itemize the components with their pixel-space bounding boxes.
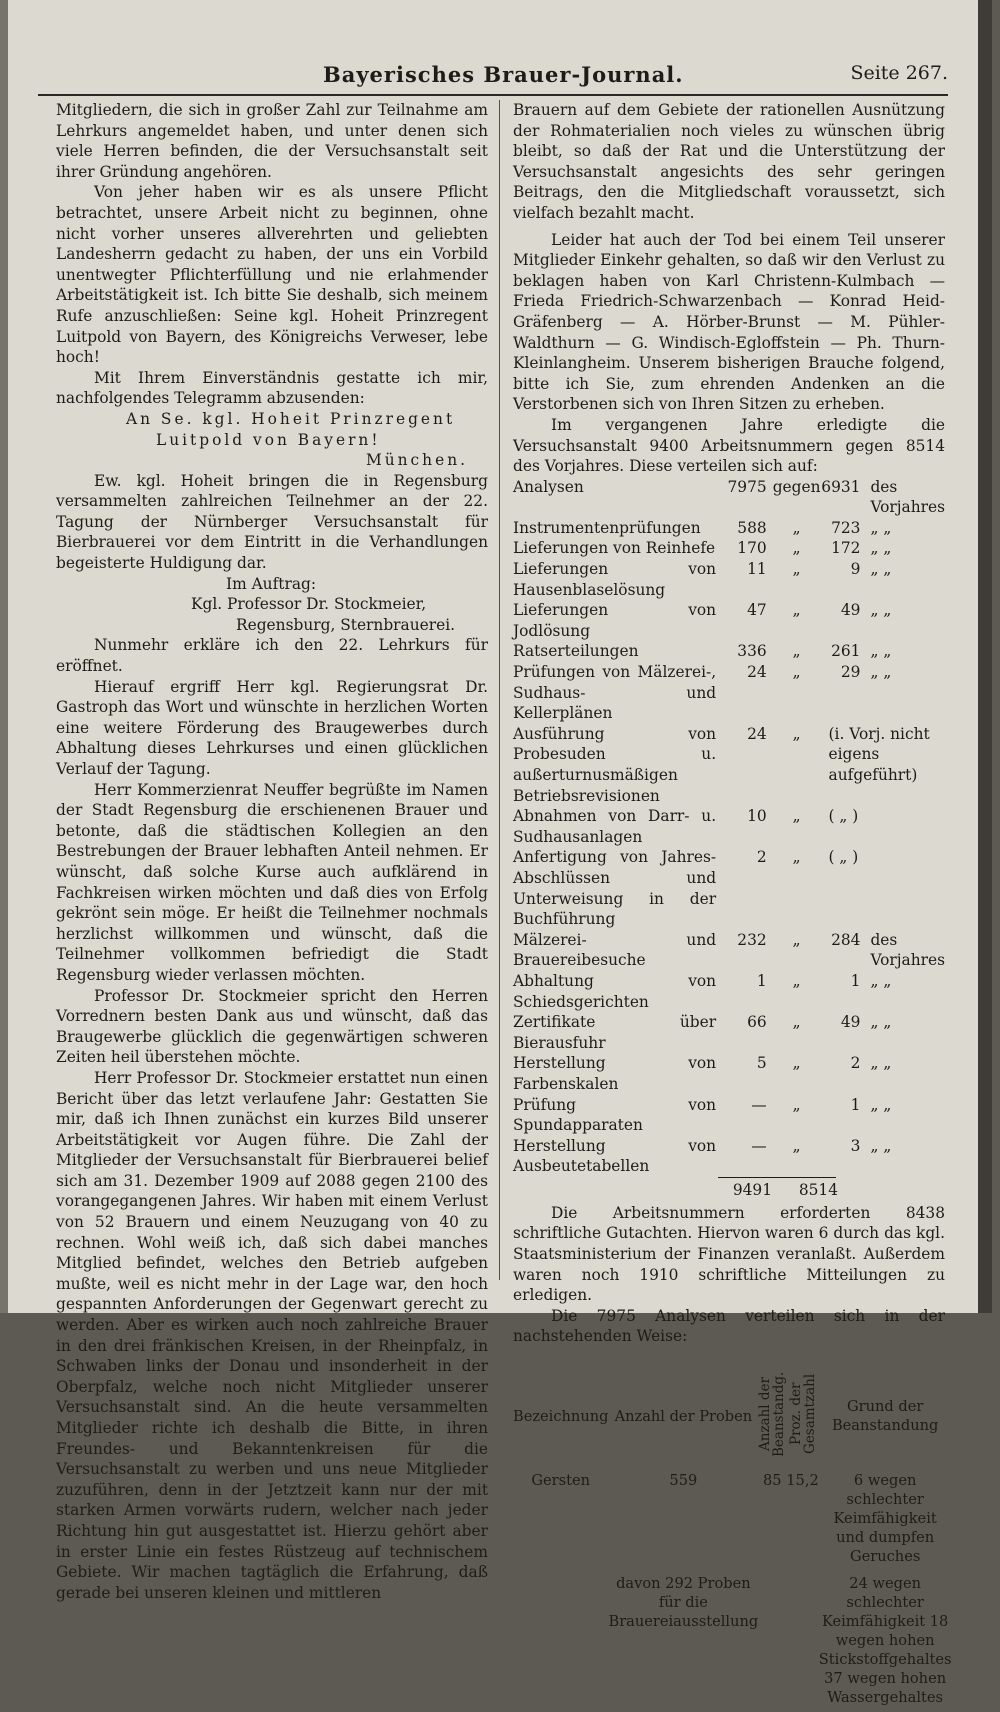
total-previous: 8514	[798, 1180, 838, 1199]
telegram-sign-place: Regensburg, Sternbrauerei.	[236, 615, 456, 634]
stats-previous-value: 9	[850, 560, 861, 579]
stats-label: Abnahmen von Darr- u. Sudhausanlagen	[513, 807, 717, 846]
stats-suffix: „ „	[870, 518, 892, 537]
page-header	[38, 60, 948, 94]
table-row	[513, 1471, 952, 1566]
stats-connector: „	[792, 1136, 801, 1155]
stats-current-value: 7975	[727, 477, 767, 496]
stats-suffix: „ „	[870, 971, 892, 990]
stats-connector: „	[792, 539, 801, 558]
stats-current-value: 170	[737, 539, 767, 558]
cell-name	[513, 1566, 608, 1707]
stats-label: Herstellung von Farbenskalen	[513, 1054, 717, 1093]
total-current: 9491	[732, 1180, 772, 1199]
stats-previous-value: 261	[831, 642, 861, 661]
stats-label: Ratserteilungen	[513, 642, 639, 661]
stats-previous-value: 3	[850, 1136, 861, 1155]
cell-count: davon 292 Proben für die Brauereiausstellung	[608, 1575, 759, 1631]
stats-suffix: „ „	[870, 601, 892, 620]
cell-reason: 6 wegen schlechter Keimfähigkeit und dumpfen Geruches	[833, 1472, 937, 1566]
stats-previous-value: 6931	[821, 477, 861, 496]
stats-row	[513, 477, 945, 518]
stats-row	[513, 1095, 945, 1136]
left-column	[56, 100, 488, 1603]
stats-label: Instrumentenprüfungen	[513, 518, 701, 537]
stats-note: (i. Vorj. nicht eigens aufgeführt)	[828, 724, 930, 784]
header-beanstandung-cell	[758, 1361, 786, 1471]
cell-reason: 24 wegen schlechter Keimfähigkeit 18 wegen hohen Stickstoffgehaltes 37 wegen hohen Wassergehaltes	[818, 1575, 952, 1707]
stats-suffix: „ „	[870, 1095, 892, 1114]
stats-label: Mälzerei- und Brauereibesuche	[513, 930, 717, 970]
stats-suffix: „ „	[870, 642, 892, 661]
stats-connector: „	[792, 807, 801, 826]
stats-label: Abhaltung von Schiedsgerichten	[513, 971, 717, 1011]
paragraph: Professor Dr. Stockmeier spricht den Herren Vorrednern besten Dank aus und wünscht, daß das Braugewerbe glücklich die gegenwärtigen schweren Zeiten heil überstehen möchte.	[56, 986, 488, 1067]
stats-connector: „	[792, 601, 801, 620]
header-beanstandung: Anzahl der Beanstandg.	[757, 1370, 788, 1457]
stats-current-value: 24	[747, 724, 767, 743]
stats-label: Ausführung von Probesuden u. außerturnusmäßigen Betriebsrevisionen	[513, 724, 717, 805]
header-grund: Grund der Beanstandung	[831, 1398, 939, 1435]
stats-connector: gegen	[772, 477, 821, 496]
stats-previous-value: 1	[850, 971, 861, 990]
stats-current-value: 1	[756, 971, 767, 990]
stats-connector: „	[792, 1013, 801, 1032]
stats-note: ( „ )	[828, 807, 859, 826]
stats-connector: „	[792, 971, 801, 990]
stats-current-value: 336	[737, 642, 767, 661]
analysis-table	[513, 1361, 952, 1707]
stats-label: Prüfung von Spundapparaten	[513, 1095, 717, 1135]
work-numbers-table	[513, 477, 945, 1177]
stats-previous-value: 29	[840, 663, 861, 682]
stats-current-value: 66	[747, 1013, 767, 1032]
stats-connector: „	[792, 1054, 801, 1073]
stats-row	[513, 662, 945, 724]
stats-suffix: „ „	[870, 1054, 892, 1073]
header-bezeichnung: Bezeichnung	[513, 1407, 609, 1425]
paragraph: Hierauf ergriff Herr kgl. Regierungsrat Dr. Gastroph das Wort und wünschte in herzlichen Worten eine weitere Förderung des Braugewerbes durch Abhaltung dieses Lehrkurses und einen glücklichen Verlauf der Tagung.	[56, 677, 488, 778]
stats-connector: „	[792, 518, 801, 537]
stats-connector: „	[792, 560, 801, 579]
stats-row	[513, 600, 945, 641]
telegram-address-line2: Luitpold von Bayern!	[156, 430, 381, 449]
page-spine-shadow	[978, 0, 992, 1313]
telegram-address-line1: An Se. kgl. Hoheit Prinzregent	[126, 409, 456, 428]
stats-current-value: 232	[737, 930, 767, 949]
column-divider	[499, 100, 500, 1280]
stats-current-value: 10	[747, 807, 767, 826]
stats-row	[513, 847, 945, 929]
page-number: Seite 267.	[850, 62, 948, 84]
stats-row	[513, 641, 945, 662]
stats-previous-value: 49	[840, 601, 861, 620]
stats-connector: „	[792, 724, 801, 743]
stats-suffix: des Vorjahres	[870, 477, 946, 517]
journal-page	[8, 0, 992, 1707]
cell-percent: 15,2	[786, 1472, 819, 1490]
running-title: Bayerisches Brauer-Journal.	[323, 62, 684, 87]
totals-rule	[718, 1177, 836, 1178]
stats-connector: „	[792, 848, 801, 867]
stats-current-value: 24	[747, 663, 767, 682]
table-row	[513, 1566, 952, 1707]
cell-rejected	[758, 1566, 786, 1707]
stats-row	[513, 806, 945, 847]
stats-previous-value: 1	[850, 1095, 861, 1114]
stats-label: Prüfungen von Mälzerei-, Sudhaus- und Kellerplänen	[513, 663, 717, 723]
paragraph: Nunmehr erkläre ich den 22. Lehrkurs für eröffnet.	[56, 636, 488, 676]
stats-previous-value: 172	[831, 539, 861, 558]
paragraph: Die Arbeitsnummern erforderten 8438 schriftliche Gutachten. Hiervon waren 6 durch das kgl. Staatsministerium der Finanzen veranlaßt. Außerdem waren noch 1910 schriftliche Mitteilungen zu erledigen.	[513, 1203, 945, 1305]
stats-label: Zertifikate über Bierausfuhr	[513, 1013, 717, 1052]
cell-rejected: 85	[762, 1472, 782, 1490]
header-prozent-cell	[786, 1361, 819, 1471]
stats-row	[513, 971, 945, 1012]
header-prozent: Proz. der Gesamtzahl	[787, 1373, 818, 1454]
paragraph: Leider hat auch der Tod bei einem Teil unserer Mitglieder Einkehr gehalten, so daß wir den Verlust zu beklagen haben von Karl Christenn-Kulmbach — Frieda Friedrich-Schwarzenbach — Konrad Heid-Gräfenberg — A. Hörber-Brunst — M. Pühler-Waldthurn — G. Windisch-Egloffstein — Ph. Thurn-Kleinlangheim. Unserem bisherigen Brauche folgend, bitte ich Sie, zum ehrenden Andenken an die Verstorbenen sich von Ihren Sitzen zu erheben.	[513, 230, 945, 414]
stats-row	[513, 559, 945, 600]
stats-connector: „	[792, 1095, 801, 1114]
stats-current-value: —	[751, 1095, 767, 1114]
stats-label: Herstellung von Ausbeutetabellen	[513, 1136, 717, 1176]
stats-label: Lieferungen von Reinhefe	[513, 539, 716, 558]
paragraph: Mitgliedern, die sich in großer Zahl zur Teilnahme am Lehrkurs angemeldet haben, und unter denen sich viele Herren befinden, die der Versuchsanstalt seit ihrer Gründung angehören.	[56, 101, 488, 181]
stats-row	[513, 1136, 945, 1177]
cell-percent	[786, 1566, 819, 1707]
stats-row	[513, 518, 945, 539]
stats-label: Lieferungen von Jodlösung	[513, 601, 717, 640]
stats-row	[513, 1053, 945, 1094]
paragraph: Herr Kommerzienrat Neuffer begrüßte im Namen der Stadt Regensburg die erschienenen Brauer und betonte, daß die städtischen Kollegien an den Bestrebungen der Brauer lebhaften Anteil nehmen. Er wünscht, daß solche Kurse auch aufklärend in Fachkreisen wirken möchten und daß dies von Erfolg gekrönt sein möge. Er heißt die Teilnehmer nochmals herzlichst willkommen und wünscht, daß die Teilnehmer vollkommen befriedigt die Stadt Regensburg wieder verlassen möchten.	[56, 780, 488, 984]
right-column	[513, 100, 952, 1707]
totals-row	[513, 1177, 945, 1203]
telegram-city: München.	[365, 451, 468, 470]
stats-current-value: 588	[737, 518, 767, 537]
header-anzahl: Anzahl der Proben	[614, 1407, 753, 1425]
stats-suffix: „ „	[870, 539, 892, 558]
stats-connector: „	[792, 642, 801, 661]
telegram-body: Ew. kgl. Hoheit bringen die in Regensburg versammelten zahlreichen Teilnehmer an der 22. Tagung der Nürnberger Versuchsanstalt für Bierbrauerei vor dem Eintritt in die Verhandlungen begeisterte Huldigung dar.	[56, 471, 488, 573]
stats-label: Analysen	[513, 477, 584, 496]
stats-label: Lieferungen von Hausenblaselösung	[513, 560, 717, 599]
paragraph: Mit Ihrem Einverständnis gestatte ich mir, nachfolgendes Telegramm abzusenden:	[56, 368, 488, 408]
stats-row	[513, 724, 945, 806]
paragraph: Im vergangenen Jahre erledigte die Versuchsanstalt 9400 Arbeitsnummern gegen 8514 des Vorjahres. Diese verteilen sich auf:	[513, 415, 945, 476]
stats-current-value: 11	[747, 560, 767, 579]
stats-note: ( „ )	[828, 848, 859, 867]
cell-count: 559	[669, 1472, 698, 1490]
stats-previous-value: 284	[831, 930, 861, 949]
stats-suffix: des Vorjahres	[870, 930, 946, 970]
paragraph: Von jeher haben wir es als unsere Pflicht betrachtet, unsere Arbeit nicht zu beginnen, ohne nicht vorher unseres allverehrten und geliebten Landesherrn gedacht zu haben, der uns ein Vorbild unentwegter Pflichterfüllung und nie erlahmender Arbeitstätigkeit ist. Ich bitte Sie deshalb, sich meinem Rufe anzuschließen: Seine kgl. Hoheit Prinzregent Luitpold von Bayern, des Königreichs Verweser, lebe hoch!	[56, 183, 488, 367]
stats-connector: „	[792, 930, 801, 949]
telegram-sign-name: Kgl. Professor Dr. Stockmeier,	[191, 595, 427, 614]
stats-previous-value: 2	[850, 1054, 861, 1073]
telegram-sign-intro: Im Auftrag:	[226, 574, 317, 593]
stats-row	[513, 538, 945, 559]
stats-current-value: —	[751, 1136, 767, 1155]
stats-row	[513, 1012, 945, 1053]
stats-suffix: „ „	[870, 663, 892, 682]
stats-previous-value: 723	[831, 518, 861, 537]
stats-connector: „	[792, 663, 801, 682]
stats-suffix: „ „	[870, 1013, 892, 1032]
cell-name: Gersten	[531, 1472, 591, 1490]
paragraph: Die 7975 Analysen verteilen sich in der nachstehenden Weise:	[513, 1306, 945, 1346]
stats-current-value: 2	[756, 848, 767, 867]
paragraph: Herr Professor Dr. Stockmeier erstattet nun einen Bericht über das letzt verlaufene Jahr: Gestatten Sie mir, daß ich Ihnen zunächst ein kurzes Bild unserer Arbeitstätigkeit vor Augen führe. Die Zahl der Mitglieder der Versuchsanstalt für Bierbrauerei belief sich am 31. Dezember 1909 auf 2088 gegen 2100 des vorangegangenen Jahres. Wir haben mit einem Verlust von 52 Brauern und einem Neuzugang von 40 zu rechnen. Wohl weiß ich, daß sich dabei manches Mitglied befindet, welches den Betrieb aufgeben mußte, weil es nicht mehr in der Lage war, den hoch gespannten Anforderungen der Gegenwart gerecht zu werden. Aber es wirken auch noch zahlreiche Brauer in den drei fränkischen Kreisen, in der Rheinpfalz, in Schwaben links der Donau und insonderheit in der Oberpfalz, welche noch nicht Mitglieder unserer Versuchsanstalt sind. An die heute versammelten Mitglieder richte ich deshalb die Bitte, in ihren Freundes- und Bekanntenkreisen für die Versuchsanstalt zu werben und uns neue Mitglieder zuzuführen, denn in der Jetztzeit kann nur der mit starken Armen vorwärts rudern, welcher nach jeder Richtung hin gut ausgestattet ist. Hierzu gehört aber in erster Linie ein festes Rüstzeug auf technischem Gebiete. Wir machen tagtäglich die Erfahrung, daß gerade bei unseren kleinen und mittleren	[56, 1068, 488, 1602]
stats-label: Anfertigung von Jahres-Abschlüssen und Unterweisung in der Buchführung	[513, 848, 717, 929]
stats-previous-value: 49	[840, 1013, 861, 1032]
paragraph: Brauern auf dem Gebiete der rationellen Ausnützung der Rohmaterialien noch vieles zu wünschen übrig bleibt, so daß der Rat und die Unterstützung der Versuchsanstalt angesichts des sehr geringen Beitrags, den die Mitgliedschaft voraussetzt, sich vielfach bezahlt macht.	[513, 101, 945, 222]
header-rule	[38, 94, 948, 96]
stats-row	[513, 930, 945, 971]
stats-suffix: „ „	[870, 560, 892, 579]
stats-current-value: 47	[747, 601, 767, 620]
stats-current-value: 5	[756, 1054, 767, 1073]
stats-suffix: „ „	[870, 1136, 892, 1155]
